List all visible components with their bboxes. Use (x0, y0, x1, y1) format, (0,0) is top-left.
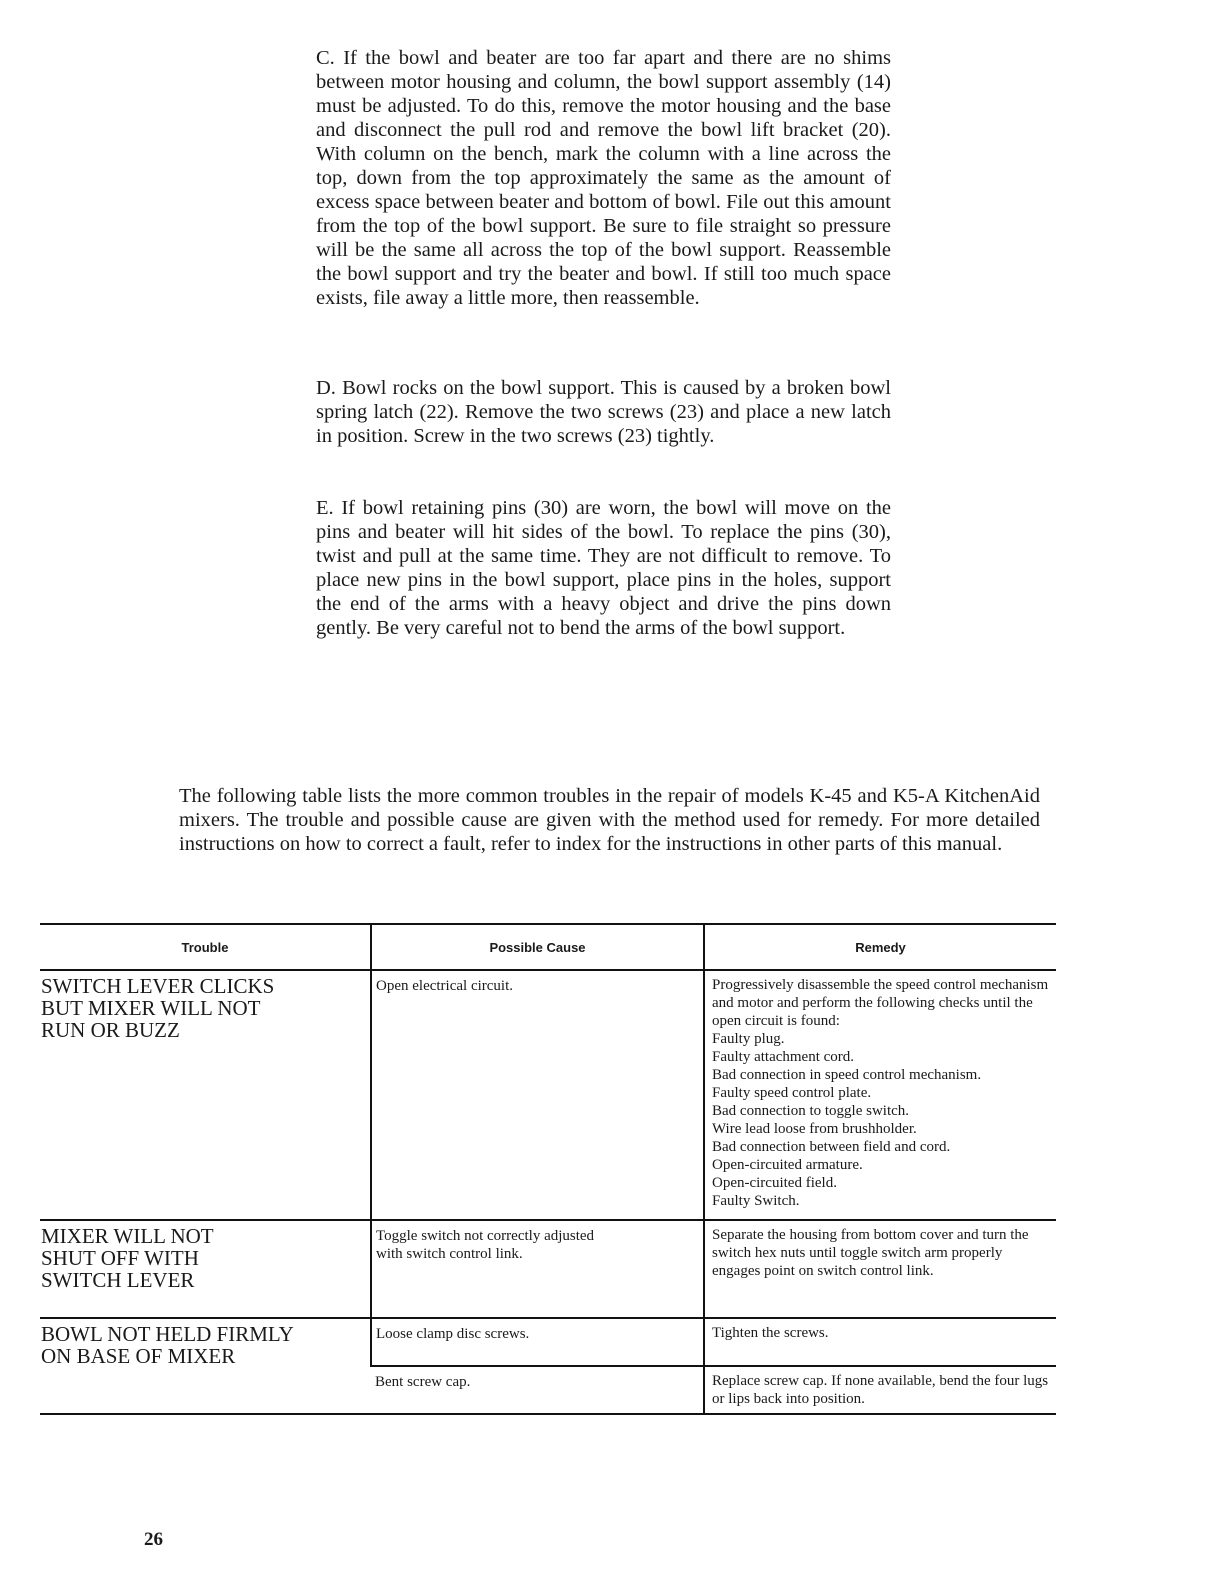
remedy-intro: Progressively disassemble the speed control mechanism and motor and perform the following checks until the open circuit is found: (712, 977, 1049, 1029)
cause-cell: Bent screw cap. (371, 1366, 704, 1414)
remedy-check: Bad connection between field and cord. (712, 1139, 951, 1155)
remedy-check: Faulty attachment cord. (712, 1049, 855, 1065)
remedy-check: Faulty speed control plate. (712, 1085, 872, 1101)
trouble-cell: MIXER WILL NOT SHUT OFF WITH SWITCH LEVER (40, 1220, 371, 1318)
paragraph-c: C. If the bowl and beater are too far apart and there are no shims between motor housing and column, the bowl support assembly (14) must be adjusted. To do this, remove the motor housing and the base and disconnect the pull rod and remove the bowl lift bracket (20). With column on the bench, mark the column with a line across the top, down from the top approximately the same as the amount of excess space between beater and bottom of bowl. File out this amount from the top of the bowl support. Be sure to file straight so pressure will be the same all across the top of the bowl support. Reassemble the bowl support and try the beater and bowl. If still too much space exists, file away a little more, then reassemble. (316, 47, 891, 309)
remedy-cell (704, 970, 1056, 1220)
trouble-cell: SWITCH LEVER CLICKS BUT MIXER WILL NOT RUN OR BUZZ (40, 970, 371, 1220)
cause-cell: Loose clamp disc screws. (371, 1318, 704, 1366)
cause-cell: Open electrical circuit. (371, 970, 704, 1220)
paragraph-d: D. Bowl rocks on the bowl support. This is caused by a broken bowl spring latch (22). Remove the two screws (23) and place a new latch in position. Screw in the two screws (23) tightly. (316, 377, 891, 447)
remedy-check: Open-circuited field. (712, 1175, 837, 1191)
table-row (40, 970, 1056, 1220)
header-possible-cause: Possible Cause (371, 924, 704, 970)
remedy-check: Faulty plug. (712, 1031, 785, 1047)
trouble-table (40, 923, 1056, 1415)
remedy-cell: Replace screw cap. If none available, bend the four lugs or lips back into position. (704, 1366, 1056, 1414)
page-number: 26 (144, 1529, 163, 1550)
table-intro: The following table lists the more common troubles in the repair of models K-45 and K5-A KitchenAid mixers. The trouble and possible cause are given with the method used for remedy. For more detailed instructions on how to correct a fault, refer to index for the instructions in other parts of this manual. (179, 785, 1040, 855)
header-trouble: Trouble (40, 924, 371, 970)
remedy-list (705, 971, 1056, 1210)
table-header-row (40, 924, 1056, 970)
remedy-check: Bad connection in speed control mechanism. (712, 1067, 982, 1083)
cause-cell: Toggle switch not correctly adjusted with switch control link. (371, 1220, 704, 1318)
remedy-cell: Separate the housing from bottom cover and turn the switch hex nuts until toggle switch arm properly engages point on switch control link. (704, 1220, 1056, 1318)
table-row (40, 1318, 1056, 1366)
table-row (40, 1220, 1056, 1318)
paragraph-e: E. If bowl retaining pins (30) are worn, the bowl will move on the pins and beater will hit sides of the bowl. To replace the pins (30), twist and pull at the same time. They are not difficult to remove. To place new pins in the bowl support, place pins in the holes, support the end of the arms with a heavy object and drive the pins down gently. Be very careful not to bend the arms of the bowl support. (316, 497, 891, 639)
remedy-check: Bad connection to toggle switch. (712, 1103, 910, 1119)
remedy-check: Faulty Switch. (712, 1193, 800, 1209)
trouble-cell: BOWL NOT HELD FIRMLY ON BASE OF MIXER (40, 1318, 371, 1414)
remedy-check: Wire lead loose from brushholder. (712, 1121, 917, 1137)
header-remedy: Remedy (704, 924, 1056, 970)
remedy-cell: Tighten the screws. (704, 1318, 1056, 1366)
remedy-check: Open-circuited armature. (712, 1157, 863, 1173)
